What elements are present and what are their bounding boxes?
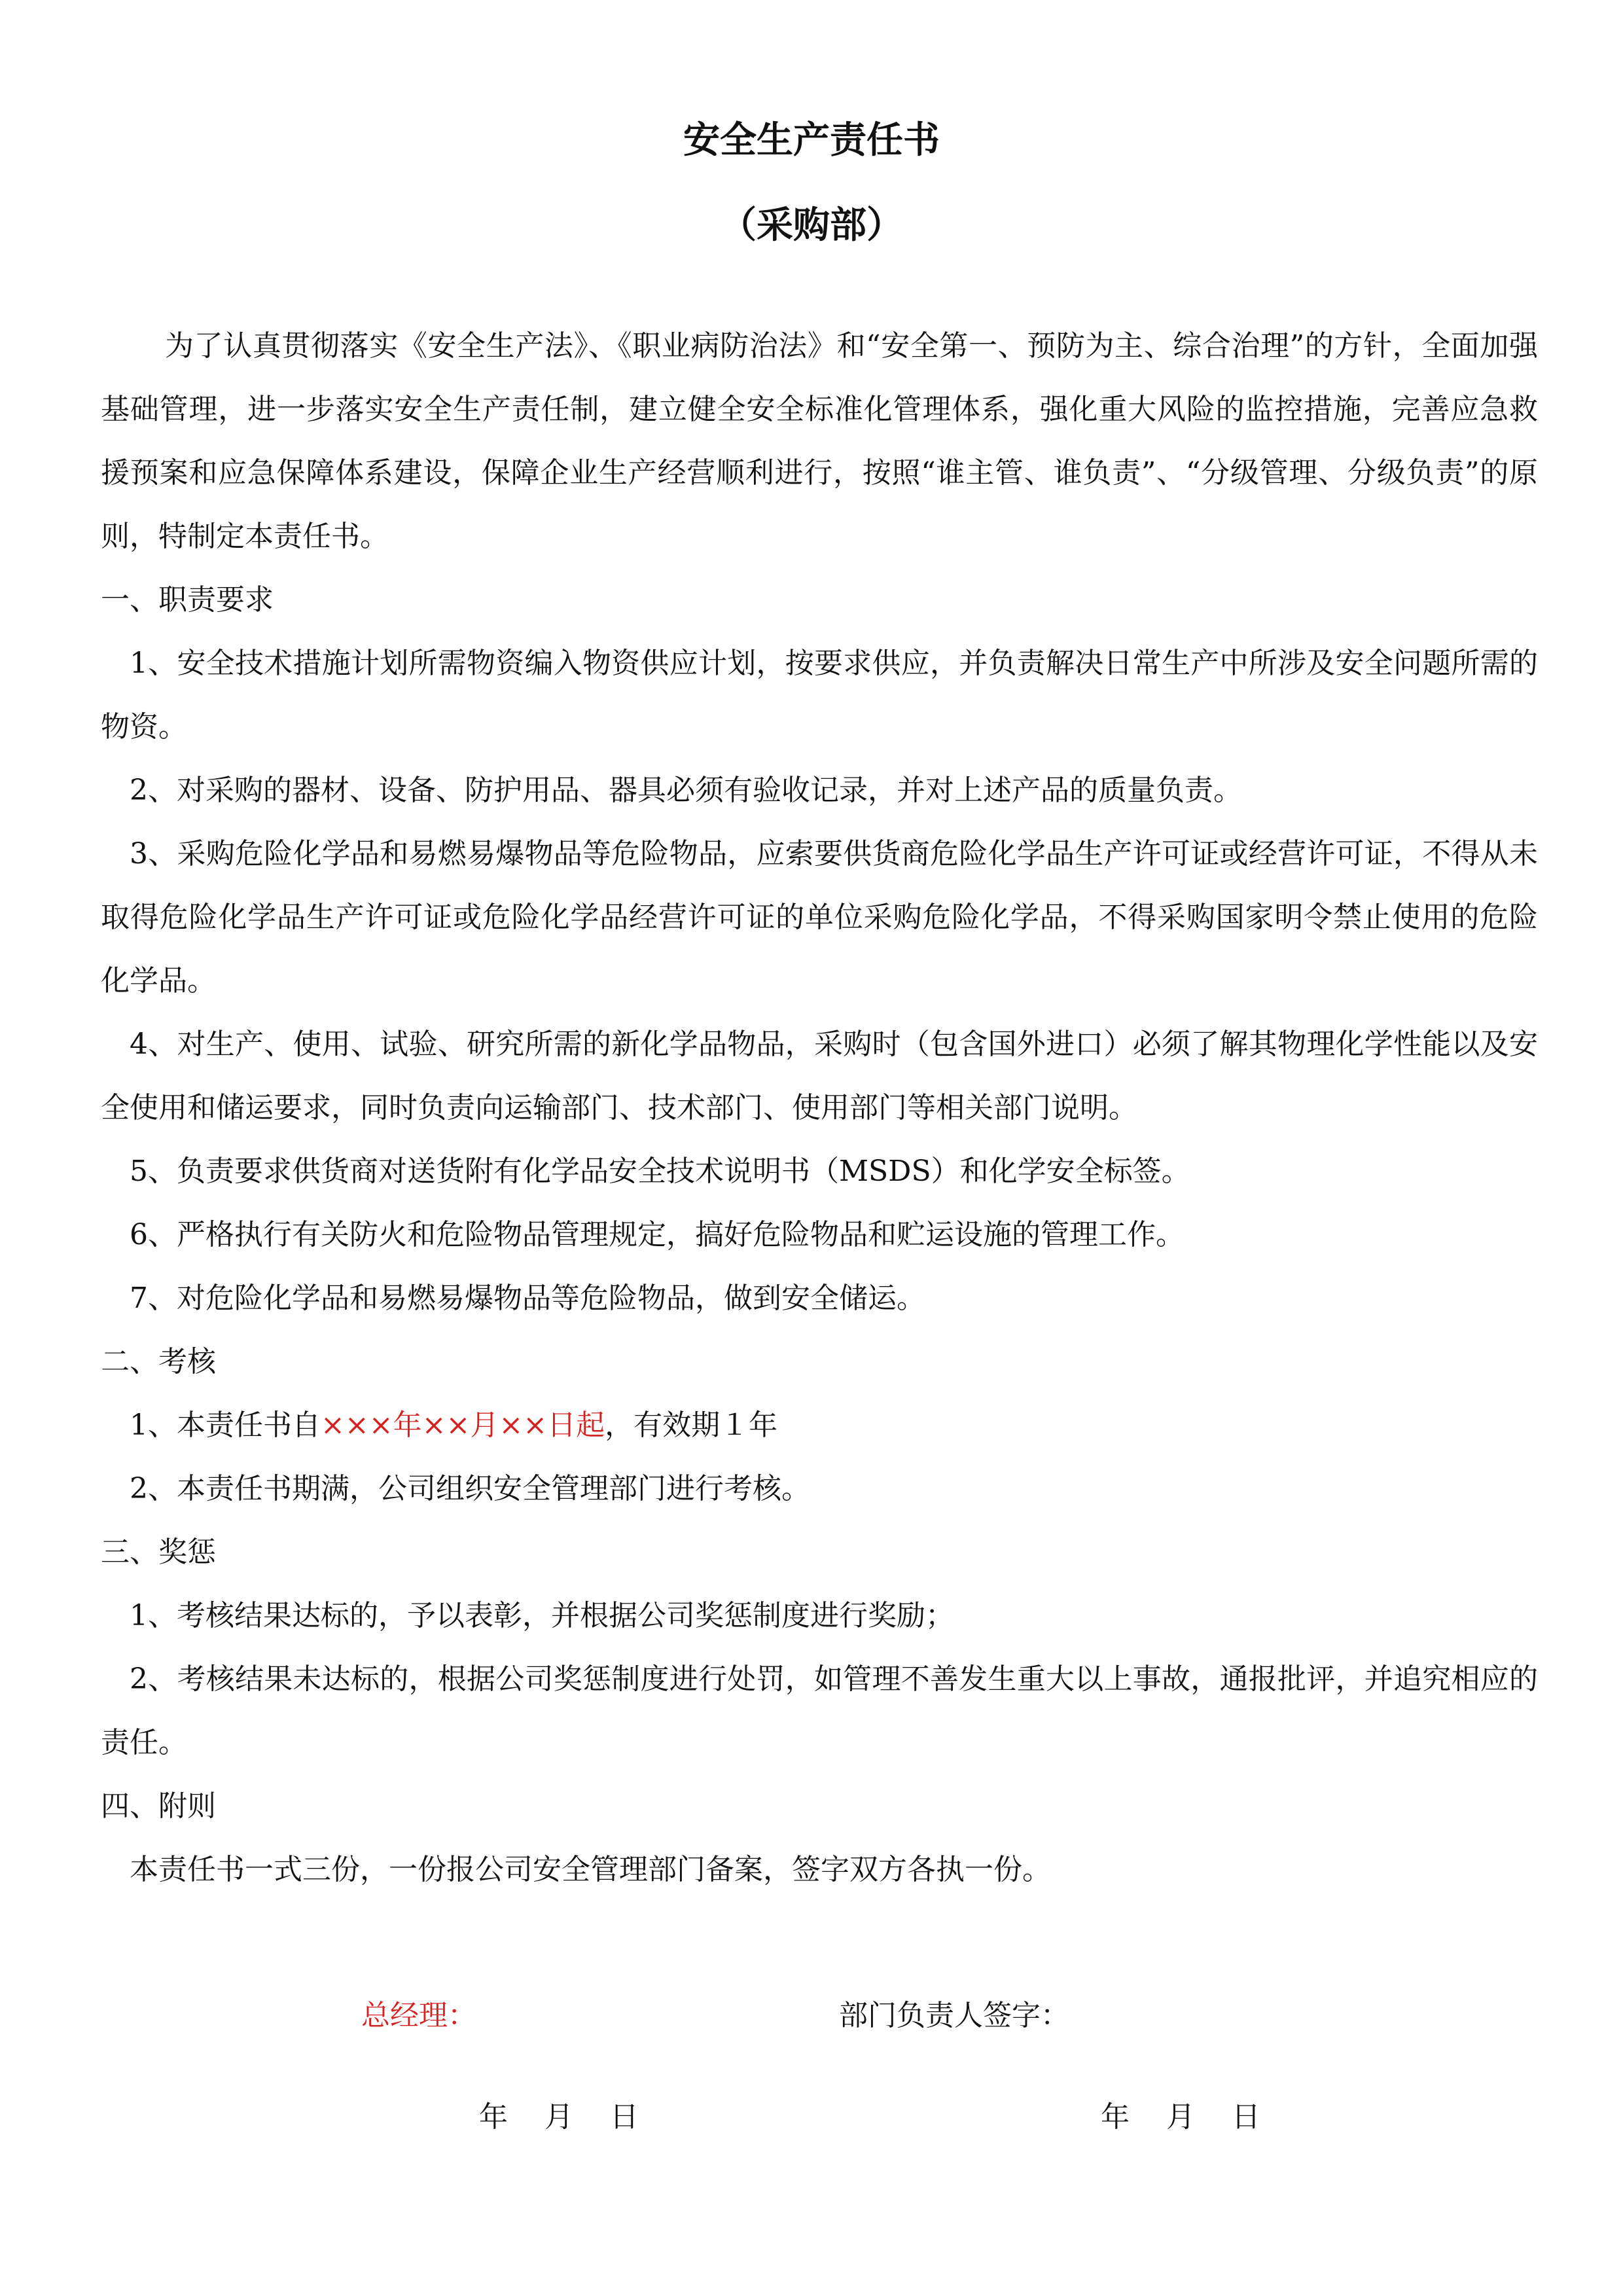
date-line-left: 年 月 日 [479,2100,639,2134]
section-heading-rewards: 三、奖惩 [101,1535,216,1569]
assessment-item-1-suffix: ，有效期１年 [605,1408,778,1442]
document-title: 安全生产责任书 [683,119,940,162]
general-manager-signature-label: 总经理： [361,1999,476,2032]
assessment-item-2: 2、本责任书期满，公司组织安全管理部门进行考核。 [130,1472,810,1505]
duty-item-3: 3、采购危险化学品和易燃易爆物品等危险物品，应索要供货商危险化学品生产许可证或经营许可证，不得从未取得危险化学品生产许可证或危险化学品经营许可证的单位采购危险化学品，不得采购国家明令禁止使用的危险化学品。 [101,837,1538,997]
duty-item-6: 6、严格执行有关防火和危险物品管理规定，搞好危险物品和贮运设施的管理工作。 [130,1218,1185,1251]
assessment-item-1-prefix: 1、本责任书自 [130,1408,321,1442]
assessment-item-1 [101,1393,1538,1457]
duty-item-1: 1、安全技术措施计划所需物资编入物资供应计划，按要求供应，并负责解决日常生产中所涉及安全问题所需的物资。 [101,647,1538,744]
document-subtitle: （采购部） [720,204,903,247]
duty-item-2: 2、对采购的器材、设备、防护用品、器具必须有验收记录，并对上述产品的质量负责。 [130,774,1242,807]
reward-item-2: 2、考核结果未达标的，根据公司奖惩制度进行处罚，如管理不善发生重大以上事故，通报批评，并追究相应的责任。 [101,1662,1538,1759]
reward-item-1: 1、考核结果达标的，予以表彰，并根据公司奖惩制度进行奖励； [130,1599,954,1632]
intro-paragraph: 为了认真贯彻落实《安全生产法》、《职业病防治法》和“安全第一、预防为主、综合治理”的方针，全面加强基础管理，进一步落实安全生产责任制，建立健全安全标准化管理体系，强化重大风险的监控措施，完善应急救援预案和应急保障体系建设，保障企业生产经营顺利进行，按照“谁主管、谁负责”、“分级管理、分级负责”的原则，特制定本责任书。 [101,329,1538,553]
section-heading-appendix: 四、附则 [101,1789,216,1823]
section-heading-assessment: 二、考核 [101,1345,216,1378]
duty-item-7: 7、对危险化学品和易燃易爆物品等危险物品，做到安全储运。 [130,1282,925,1315]
date-line-right: 年 月 日 [1101,2100,1260,2134]
document-body [101,314,1538,1901]
appendix-text: 本责任书一式三份，一份报公司安全管理部门备案，签字双方各执一份。 [130,1853,1051,1886]
duty-item-5: 5、负责要求供货商对送货附有化学品安全技术说明书（MSDS）和化学安全标签。 [130,1155,1190,1188]
section-heading-duties: 一、职责要求 [101,583,274,617]
validity-start-date: ×××年××月××日起 [321,1408,605,1442]
duty-item-4: 4、对生产、使用、试验、研究所需的新化学品物品，采购时（包含国外进口）必须了解其物理化学性能以及安全使用和储运要求，同时负责向运输部门、技术部门、使用部门等相关部门说明。 [101,1028,1538,1124]
dept-head-signature-label: 部门负责人签字： [839,1999,1069,2032]
